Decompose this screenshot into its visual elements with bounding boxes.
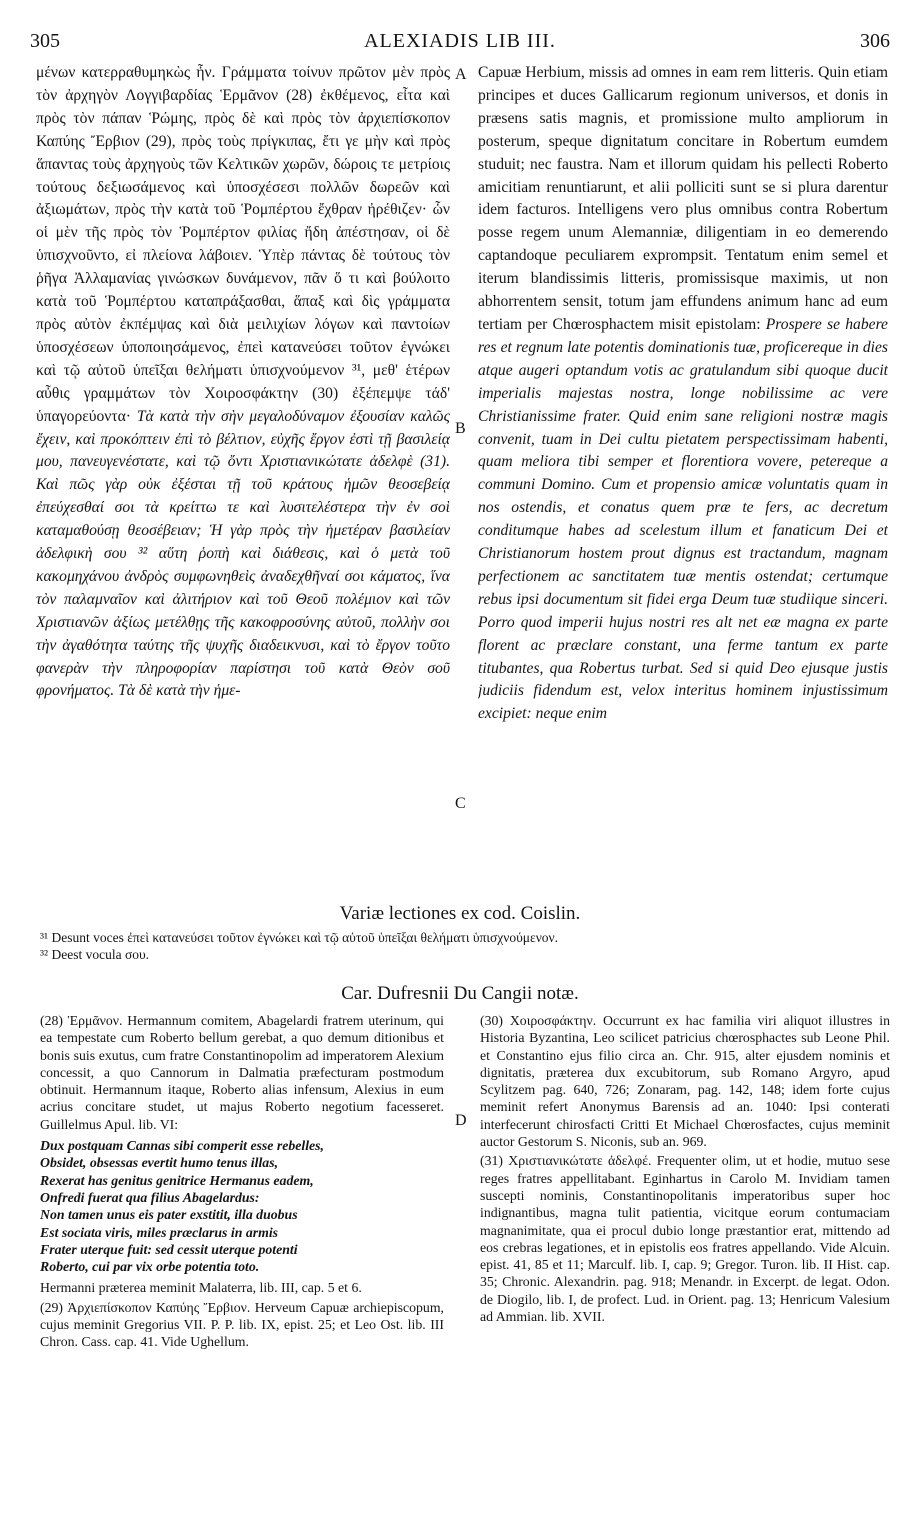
verse-line: Non tamen unus eis pater exstitit, illa duobus <box>40 1207 298 1223</box>
note-29: (29) Ἀρχιεπίσκοπον Καπύης Ἔρβιον. Herveum Capuæ archiepiscopum, cujus meminit Gregorius VII. P. P. lib. IX, epist. 25; et Leo Ost. lib. III Chron. Cass. cap. 41. Vide Ughellum. <box>40 1299 444 1350</box>
latin-narrative: Capuæ Herbium, missis ad omnes in eam rem litteris. Quin etiam principes et duces Gallicarum regionum universos, et donis in præsens satis magnis, et promissione multo ampliorum in posterum, speque dignitatum concitare in Robertum eumdem studuit; nec faustra. Nam et illorum quidam his pellecti Roberto amicitiam renuntiarunt, et alii polliciti sunt se si plura darentur idem facturos. Intelligens vero plus omnibus contra Robertum posse regem unum Alemanniæ, diligentiam in eo demerendo captandoque peculiarem exprompsit. Tentatum enim semel et iterum blandissimis litteris, promissisque maximis, ut non abhorrentem sensit, totum jam effundens animum hanc ad eum tertiam per Chœrosphactem misit epistolam: <box>478 64 888 333</box>
section-marker-d: D <box>455 1112 467 1129</box>
verse-line: Onfredi fuerat qua filius Abagelardus: <box>40 1189 260 1205</box>
verse-line: Obsidet, obsessas evertit humo tenus illas, <box>40 1155 279 1171</box>
notes-left-column <box>40 1012 444 1512</box>
verse-line: Frater uterque fuit: sed cessit uterque potenti <box>40 1241 298 1257</box>
verse-line: Est sociata viris, miles præclarus in armis <box>40 1224 279 1240</box>
section-marker-a: A <box>455 66 467 83</box>
running-title: ALEXIADIS LIB III. <box>364 30 556 52</box>
notes-title: Car. Dufresnii Du Cangii notæ. <box>341 983 579 1004</box>
notes-right-column <box>480 1012 890 1512</box>
page-header <box>30 30 890 54</box>
greek-letter: Τὰ κατὰ τὴν σὴν μεγαλοδύναμον ἐξουσίαν καλῶς ἔχειν, καὶ προκόπτειν ἐπὶ τὸ βέλτιον, εὐχῆς ἔργον ἐστὶ τῇ βασιλείᾳ μου, πανευγενέστατε, καὶ τῷ ὄντι Χριστιανικώτατε ἀδελφὲ (31). Καὶ πῶς γὰρ οὐκ ἐξέσται τῇ τοῦ κράτους ἡμῶν θεοσεβείᾳ ἐπεύχεσθαί σοι τὰ κρείττω τε καὶ λυσιτελέστερα τὴν ἐν σοὶ καταμαθούσῃ θεοσέβειαν; Ἡ γὰρ πρὸς τὴν ἡμετέραν βασιλείαν ἀδελφικὴ σου ³² αὕτη ῥοπὴ καὶ διάθεσις, καὶ ὁ μετὰ τοῦ κακομηχάνου ἀνδρὸς συμφωνηθεὶς ἀναδεχθῆναί σοι κάματος, ἵνα τὸν παλαμναῖον καὶ ἀλιτήριον καὶ τοῦ Θεοῦ πολέμιον καὶ τῶν Χριστιανῶν ἀξίως μετέλθῃς τῆς κακοφροσύνης αὐτοῦ, πολλὴν σοι τὴν ἀγαθότητα ταύτης τῆς ψυχῆς διαδεικνυσι, καὶ τὸ ἔργον τοῦτο φανερὰν τὴν πληροφορίαν παρίστησι τοῦ κατὰ Θεὸν σοῦ φρονήματος. Τὰ δὲ κατὰ τὴν ἡμε- <box>36 407 450 700</box>
variae-title: Variæ lectiones ex cod. Coislin. <box>339 903 581 924</box>
note-28-continuation: Hermanni præterea meminit Malaterra, lib. III, cap. 5 et 6. <box>40 1280 362 1296</box>
note-28: (28) Ἑρμᾶνον. Hermannum comitem, Abagelardi fratrem uterinum, qui ea tempestate cum Roberto bellum gerebat, a quo demum ditionibus et bonis suis exutus, cum fratre Constantinopolim ad imperatorem Alexium concessit, a quo Cannorum in Dalmatia præfecturam postmodum obtinuit. Hermannum itaque, Roberto alias infensum, Alexius in eum acrius concitare studet, ut majus Roberto negotium facesseret. Guillelmus Apul. lib. VI: <box>40 1013 444 1132</box>
verse-quote <box>40 1137 444 1275</box>
section-marker-b: B <box>455 420 466 437</box>
note-30: (30) Χοιροσφάκτην. Occurrunt ex hac familia viri aliquot illustres in Historia Byzantina, Leo scilicet patricius chœrosphactes sub Leone Phil. et Constantino ejus filio circa an. Chr. 915, alter ejusdem nominis et dignitatis, præterea dux excubitorum, sub Romano Argyro, apud Scylitzem pag. 640, 726; Zonaram, pag. 142, 148; idem forte cujus meminit refert Anonymus Barensis ad an. 1040: Ipsi conterati interfecerunt chirosfacti Critti Et Michael Chœrosfactes, cujus meminit auctor Gestorum S. Niconis, sub an. 969. <box>480 1013 890 1150</box>
verse-line: Roberto, cui par vix orbe potentia toto. <box>40 1259 260 1275</box>
variae-lectiones <box>40 929 890 963</box>
variant-note: ³¹ Desunt voces ἐπεὶ κατανεύσει τοῦτον ἐγνώκει καὶ τῷ αὐτοῦ ὑπεῖξαι θελήματι ὑπισχνούμενον. <box>40 930 559 945</box>
verse-line: Rexerat has genitus genitrice Hermanus eadem, <box>40 1172 314 1188</box>
variant-note: ³² Deest vocula σου. <box>40 947 150 962</box>
greek-narrative: μένων κατερραθυμηκὼς ἦν. Γράμματα τοίνυν πρῶτον μὲν πρὸς τὸν ἀρχηγὸν Λογγιβαρδίας Ἑρμᾶνον (28) ἐκθέμενος, εἶτα καὶ πρὸς τὸν πάπαν Ῥώμης, πρὸς δὲ καὶ πρὸς τὸν ἀρχιεπίσκοπον Καπύης Ἔρβιον (29), πρὸς τοὺς πρίγκιπας, ἔτι γε μὴν καὶ πρὸς ἅπαντας τοὺς ἀρχηγοὺς τῶν Κελτικῶν χωρῶν, δώροις τε μετρίοις τούτους δεξιωσάμενος καὶ ὑποσχέσεσι πολλῶν δωρεῶν καὶ ἀξιωμάτων, πρὸς τὴν κατὰ τοῦ Ῥομπέρτου ἔχθραν ἠρέθιζεν· ὧν οἱ μὲν τῆς πρὸς τὸν Ῥομπέρτον φιλίας ἤδη ἀπέστησαν, οἱ δὲ ὑπισχνοῦντο, εἰ πλείονα λάβοιεν. Ὑπὲρ πάντας δὲ τούτους τὸν ῥῆγα Ἀλλαμανίας γινώσκων δυνάμενον, πᾶν ὅ τι καὶ βούλοιτο κατὰ τοῦ Ῥομπέρτου καταπράξασθαι, ἅπαξ καὶ δὶς γράμματα πρὸς αὐτὸν ἐκπέμψας καὶ διὰ μειλιχίων λόγων καὶ παντοίων ὑποσχέσεων ὑποποιησάμενος, ἐπεὶ κατανεύσει τοῦτον ἐγνώκει καὶ τῷ αὐτοῦ ὑπεῖξαι θελήματι ὑπισχνούμενον ³¹, μεθ' ἑτέρων αὖθις γραμμάτων τὸν Χοιροσφάκτην (30) ἐξέπεμψε τάδ' ὑπαγορεύοντα· <box>36 64 450 425</box>
section-marker-c: C <box>455 795 466 812</box>
latin-letter: Prospere se habere res et regnum late potentis dominationis tuæ, proficereque in dies atque augeri optandum votis ac gratulandum sibi quoque ducit imperialis majestas nostra, longe nobilissime ac vere Christianissime frater. Quid enim sane religioni nostræ magis convenit, tuam in Dei cultu pietatem perspectissimam habenti, quam meliora tibi semper et florentiora vovere, petereque a communi Domino. Cum et propensio amicæ voluntatis quam in nos ostendis, et conatus quem præ te fers, ac decretum conditumque habes ad scelestum illum et fanaticum Dei et Christianorum hostem prout dignus est tractandum, magnam perfectionem ac sanctitatem tuæ mentis ostendat; certumque rebus ipsi documentum sit fidei erga Deum tuæ studiique sinceri. Porro quod imperii hujus nostri res alt net eæ magna ex parte florent ac præclare constant, una ferme tantum ex parte titubantes, qua Robertus turbat. Sed si quid Deo ejusque justis judiciis fidendum est, velox interitus hominem injustissimum excipiet: neque enim <box>478 315 888 723</box>
page-number-left: 305 <box>30 30 60 52</box>
latin-column <box>478 62 888 912</box>
page-number-right: 306 <box>860 30 890 52</box>
verse-line: Dux postquam Cannas sibi comperit esse rebelles, <box>40 1138 325 1154</box>
greek-column <box>36 62 450 912</box>
note-31: (31) Χριστιανικώτατε ἀδελφέ. Frequenter olim, ut et hodie, mutuo sese reges fratres appellitabant. Eginhartus in Carolo M. Invidiam tamen suscepti nominis, Constantinopolitanis imperatoribus super hoc indignantibus, magna tulit patientia, vicitque eorum contumaciam magnanimitate, qua ei procul dubio longe præstantior erat, mittendo ad eos crebras legationes, et in epistolis eos fratres appellando. Vide Alcuin. epist. 41, 85 et 11; Marculf. lib. I, cap. 9; Gregor. Turon. lib. II Hist. cap. 35; Chronic. Alexandrin. pag. 918; Menandr. in Excerpt. de legat. Odon. de Diogilo, lib. I, de profect. Lud. in Orient. pag. 13; Henricum Valesium ad Ammian. lib. XVII. <box>480 1153 890 1325</box>
